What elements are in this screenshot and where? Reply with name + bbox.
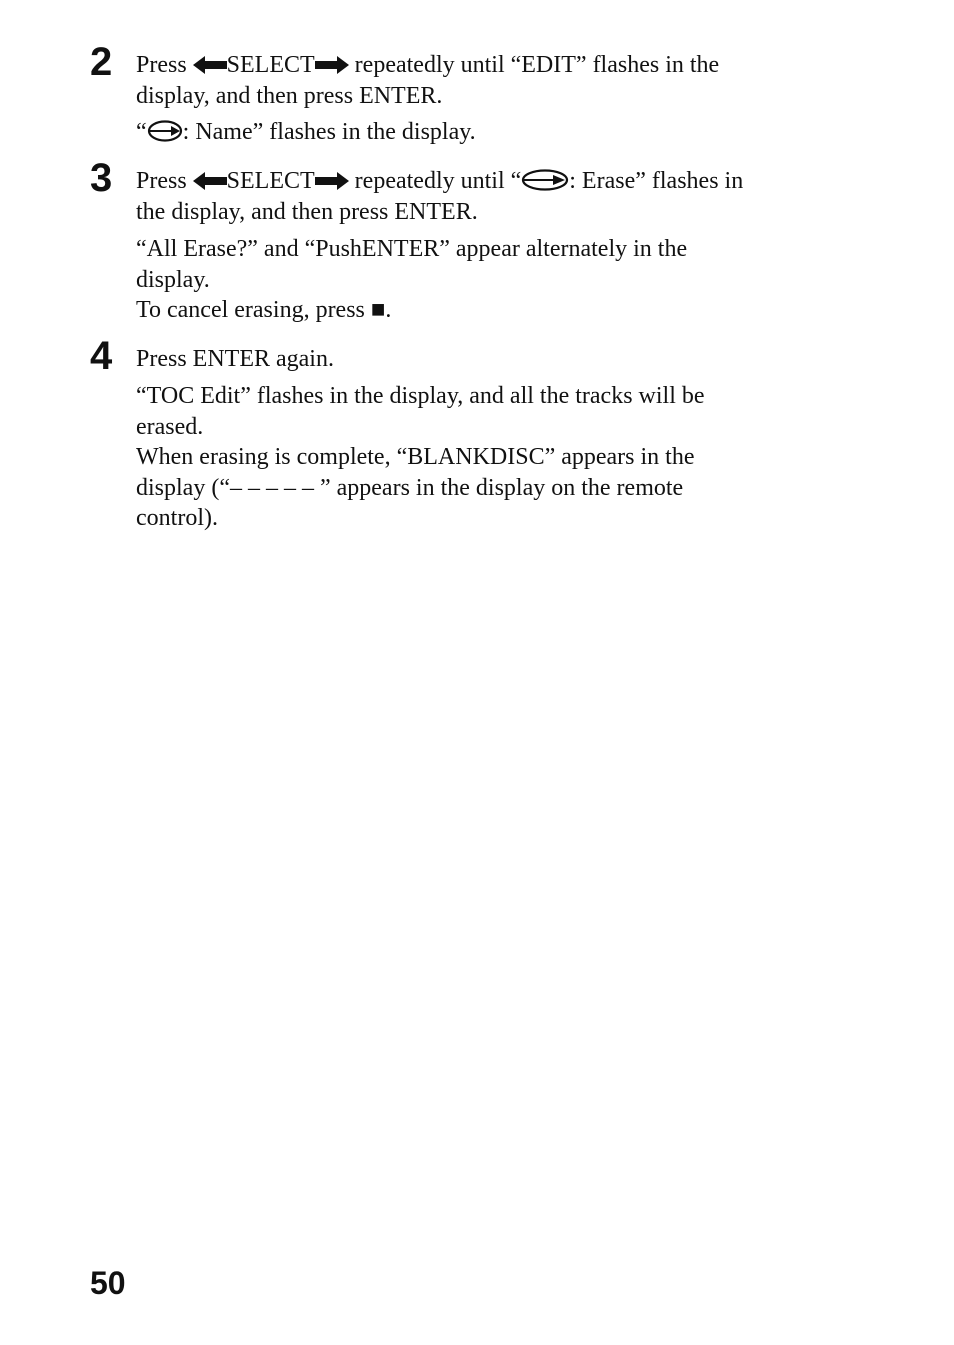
page-number: 50 bbox=[90, 1265, 126, 1301]
step-instruction: Press SELECT repeatedly until “EDIT” flashes in the display, and then press ENTER. bbox=[136, 52, 720, 109]
step-number: 3 bbox=[90, 156, 113, 200]
left-arrow-icon bbox=[193, 171, 227, 191]
step-number: 2 bbox=[90, 40, 113, 84]
step-instruction: Press SELECT repeatedly until “ : Erase” flashes in the display, and then press ENTER. bbox=[136, 168, 744, 225]
step-result: “All Erase?” and “PushENTER” appear alternately in the display. To cancel erasing, press ■. bbox=[136, 236, 688, 323]
left-arrow-icon bbox=[193, 55, 227, 75]
step-result: “ : Name” flashes in the display. bbox=[136, 119, 476, 145]
disc-icon bbox=[521, 169, 569, 191]
right-arrow-icon bbox=[315, 55, 349, 75]
step-result: “TOC Edit” flashes in the display, and all the tracks will be erased. When erasing is complete, “BLANKDISC” appears in the display (“– – – – – ” appears in the display on the remote control). bbox=[136, 383, 705, 531]
step-instruction: Press ENTER again. bbox=[136, 346, 334, 372]
stop-icon: To cancel erasing, press ■. bbox=[136, 297, 392, 323]
step-number: 4 bbox=[90, 334, 113, 378]
disc-icon bbox=[147, 120, 183, 142]
right-arrow-icon bbox=[315, 171, 349, 191]
